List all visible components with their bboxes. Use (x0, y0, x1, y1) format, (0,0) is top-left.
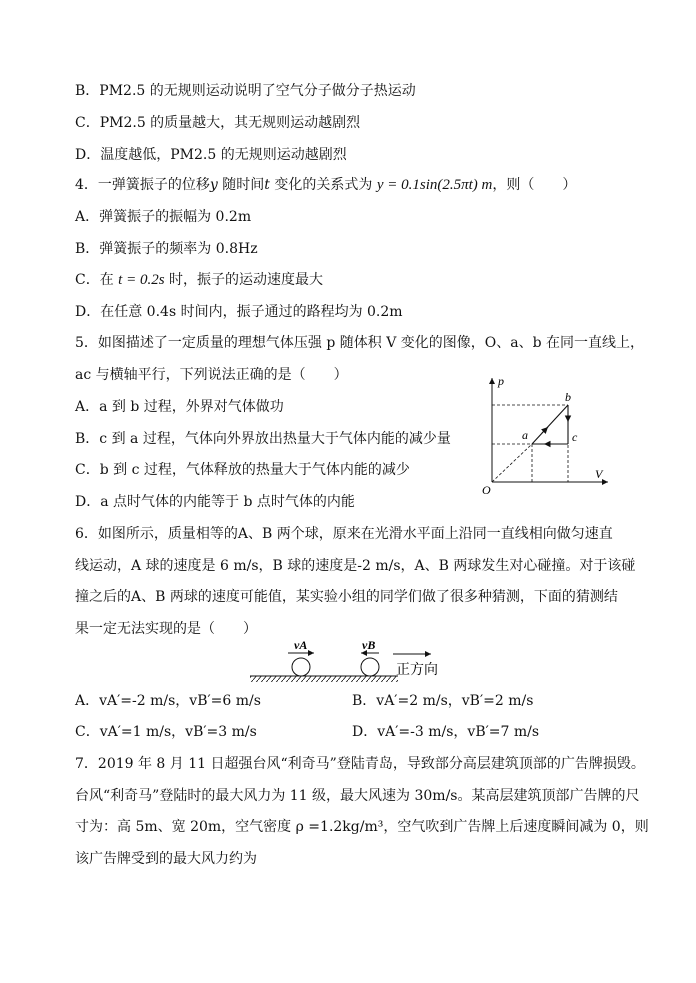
q4-option-a: A．弹簧振子的振幅为 0.2m (75, 209, 252, 225)
arrow-ab (542, 427, 548, 433)
origin-line (492, 444, 532, 482)
q4-c-eq: t = 0.2s (118, 272, 165, 288)
q4-stem-t: t (264, 177, 270, 193)
q5-line-2: ac 与横轴平行，下列说法正确的是（ ） (75, 367, 348, 383)
q6-line-1: 6．如图所示，质量相等的A、B 两个球，原来在光滑水平面上沿同一直线相向做匀速直 (75, 526, 613, 542)
q5-line-1: 5．如图描述了一定质量的理想气体压强 p 随体积 V 变化的图像，O、a、b 在同一直线上， (75, 335, 645, 351)
q5-option-b: B．c 到 a 过程，气体向外界放出热量大于气体内能的减少量 (75, 431, 451, 447)
q4-c-pre: C．在 (75, 272, 119, 288)
q6-option-a: A．vA′=-2 m/s，vB′=6 m/s (75, 693, 261, 709)
positive-direction-label: 正方向 (396, 663, 438, 678)
q6-line-4: 果一定无法实现的是（ ） (75, 621, 257, 637)
q6-option-d: D．vA′=-3 m/s，vB′=7 m/s (352, 724, 540, 740)
q4-stem (75, 176, 576, 194)
q7-line-2: 台风“利奇马”登陆时的最大风力为 11 级，最大风速为 30m/s。某高层建筑顶部广告牌的尺 (75, 788, 640, 804)
q4-equation: y = 0.1sin(2.5πt) m (376, 177, 493, 193)
q4-stem-d: ，则（ ） (492, 177, 577, 193)
q7-line-3: 寸为：高 5m、宽 20m，空气密度 ρ =1.2kg/m³，空气吹到广告牌上后速度瞬间减为 0，则 (75, 819, 649, 835)
q7-line-4: 该广告牌受到的最大风力约为 (75, 851, 257, 867)
q5-option-d: D．a 点时气体的内能等于 b 点时气体的内能 (75, 494, 355, 510)
va-label: vA (294, 638, 308, 652)
q3-option-b: B．PM2.5 的无规则运动说明了空气分子做分子热运动 (75, 83, 416, 99)
pv-diagram (478, 372, 618, 497)
c-label: c (572, 430, 578, 444)
q6-option-c: C．vA′=1 m/s，vB′=3 m/s (75, 724, 257, 740)
v-label: V (595, 467, 603, 481)
q6-line-2: 线运动，A 球的速度是 6 m/s，B 球的速度是-2 m/s，A、B 两球发生对心碰撞。对于该碰 (75, 558, 636, 574)
b-label: b (565, 390, 571, 404)
q5-option-a: A．a 到 b 过程，外界对气体做功 (75, 399, 284, 415)
q6-option-b: B．vA′=2 m/s，vB′=2 m/s (352, 693, 534, 709)
ball-b (361, 658, 379, 676)
q4-stem-b: 随时间 (217, 177, 265, 193)
q4-option-c (75, 271, 323, 289)
process-ab (532, 405, 568, 444)
q3-option-d: D．温度越低，PM2.5 的无规则运动越剧烈 (75, 147, 347, 163)
q6-line-3: 撞之后的A、B 两球的速度可能值，某实验小组的同学们做了很多种猜测，下面的猜测结 (75, 589, 618, 605)
vb-label: vB (362, 638, 376, 652)
q5-option-c: C．b 到 c 过程，气体释放的热量大于气体内能的减少 (75, 462, 410, 478)
collision-diagram (248, 638, 463, 688)
q4-stem-a: 4．一弹簧振子的位移 (75, 177, 210, 193)
q4-option-d: D．在任意 0.4s 时间内，振子通过的路程均为 0.2m (75, 304, 403, 320)
q4-stem-c: 变化的关系式为 (269, 177, 373, 193)
ball-a (292, 658, 310, 676)
q4-c-post: 时，振子的运动速度最大 (164, 272, 324, 288)
p-label: p (498, 374, 504, 388)
ground-hatch (250, 676, 398, 682)
q3-option-c: C．PM2.5 的质量越大，其无规则运动越剧烈 (75, 115, 361, 131)
q4-option-b: B．弹簧振子的频率为 0.8Hz (75, 241, 258, 257)
q7-line-1: 7．2019 年 8 月 11 日超强台风“利奇马”登陆青岛，导致部分高层建筑顶部的广告牌损毁。 (75, 756, 645, 772)
o-label: O (482, 483, 491, 497)
q4-stem-y: y (209, 177, 218, 193)
a-label: a (522, 428, 528, 442)
